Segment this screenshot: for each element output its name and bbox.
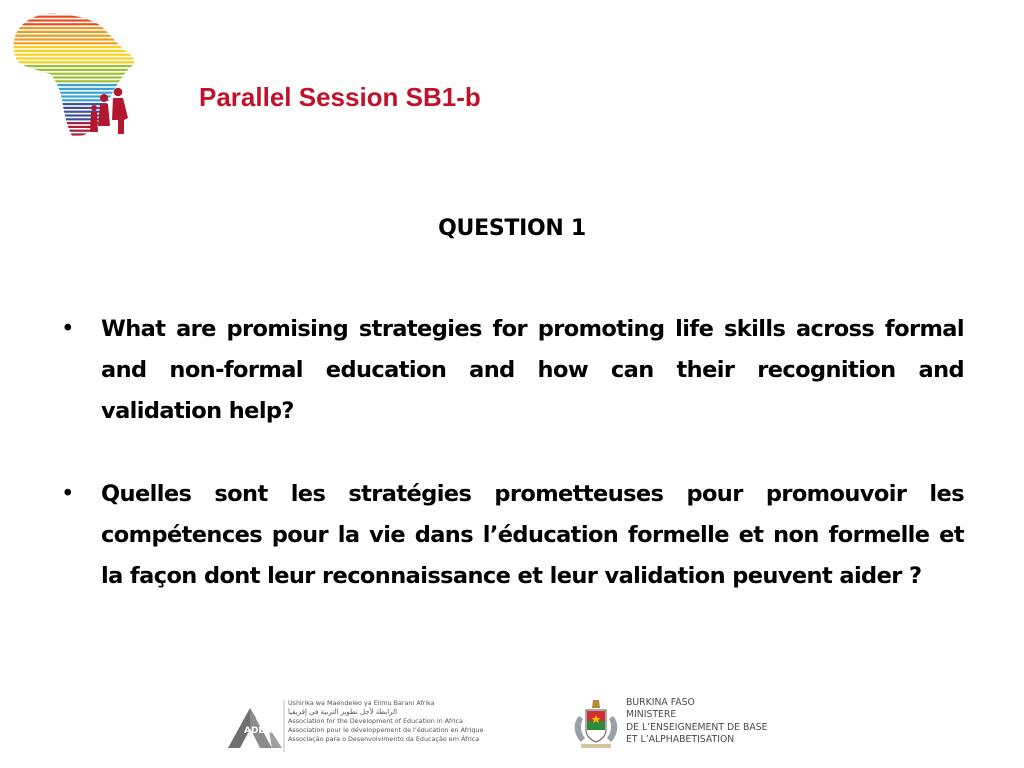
adea-line-english: Association for the Development of Education in Africa (288, 717, 463, 726)
africa-stripe (8, 16, 138, 18)
bf-line-ministere: MINISTERE (626, 709, 677, 721)
adea-wordmark: ADEA (244, 726, 272, 736)
africa-stripe (8, 69, 138, 71)
africa-stripe (8, 65, 138, 67)
africa-stripe (8, 73, 138, 75)
africa-stripe (8, 46, 138, 48)
burkina-ministry-text (626, 697, 768, 746)
question-heading: QUESTION 1 (438, 216, 586, 241)
bullet-item-french (54, 474, 964, 597)
africa-stripe (8, 38, 138, 40)
bullet-item-english (54, 309, 964, 432)
africa-stripe (8, 27, 138, 29)
adea-line-swahili: Ushirika wa Maendeleo ya Elimu Barani Afrika (288, 699, 435, 707)
bullet-icon: • (61, 481, 75, 507)
africa-stripe (8, 57, 138, 59)
adea-line-portuguese: Associação para o Desenvolvimento da Educação em África (288, 735, 480, 744)
question-bullet-list (54, 309, 964, 639)
africa-stripe (8, 19, 138, 21)
africa-stripe (8, 42, 138, 44)
africa-stripe (8, 137, 138, 139)
africa-stripe (8, 50, 138, 52)
burkina-faso-emblem (571, 694, 621, 752)
africa-stripe (8, 12, 138, 14)
adea-line-french: Association pour le développement de l’éducation en Afrique (288, 726, 484, 735)
africa-stripe (8, 76, 138, 78)
adea-mark-icon (228, 708, 282, 748)
bullet-text-english: What are promising strategies for promoting life skills across formal and non-formal education and how can their recognition and validation help? (101, 316, 964, 424)
africa-stripe (8, 31, 138, 33)
africa-stripe (8, 35, 138, 37)
bf-line-enseignement: DE L’ENSEIGNEMENT DE BASE (626, 721, 768, 733)
africa-stripe (8, 84, 138, 86)
africa-stripe (8, 54, 138, 56)
africa-stripe (8, 8, 138, 10)
adea-line-arabic: الرابطة لأجل تطوير التربية في إفريقيا (288, 708, 398, 717)
page-title: Parallel Session SB1-b (199, 82, 481, 112)
bullet-text-french: Quelles sont les stratégies prometteuses pour promouvoir les compétences pour la vie dans l’éducation formelle et non formelle et la façon dont leur reconnaissance et leur validation peuvent aider ? (101, 481, 964, 589)
bf-line-alphabetisation: ET L’ALPHABETISATION (626, 733, 735, 745)
africa-stripe (8, 80, 138, 82)
africa-stripe (8, 61, 138, 63)
africa-map-logo (8, 8, 138, 140)
bf-line-country: BURKINA FASO (626, 697, 695, 708)
coat-of-arms-icon (575, 700, 618, 748)
adea-org-names (288, 699, 508, 744)
bullet-icon: • (61, 316, 75, 342)
africa-stripe (8, 23, 138, 25)
